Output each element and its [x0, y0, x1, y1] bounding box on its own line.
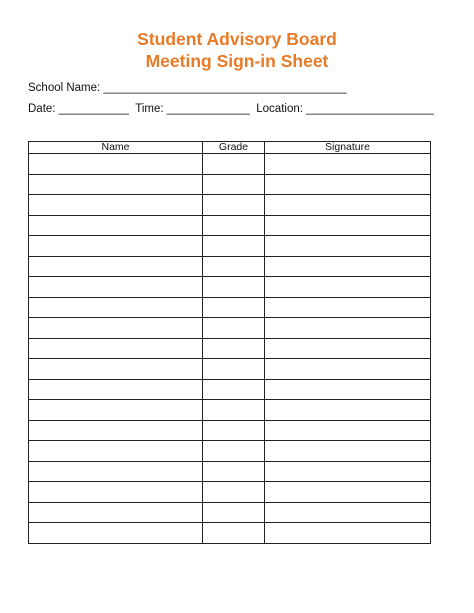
- grade-cell[interactable]: [203, 502, 265, 523]
- table-row: [29, 236, 431, 257]
- name-cell[interactable]: [29, 256, 203, 277]
- signature-cell[interactable]: [265, 441, 431, 462]
- name-cell[interactable]: [29, 195, 203, 216]
- name-cell[interactable]: [29, 461, 203, 482]
- table-row: [29, 277, 431, 298]
- signature-cell[interactable]: [265, 154, 431, 175]
- signature-cell[interactable]: [265, 523, 431, 544]
- grade-cell[interactable]: [203, 420, 265, 441]
- signature-cell[interactable]: [265, 359, 431, 380]
- signin-table: [28, 141, 431, 544]
- date-time-location-field: Date: ___________ Time: _____________ Location: ____________________: [28, 103, 435, 115]
- table-row: [29, 482, 431, 503]
- signature-cell[interactable]: [265, 195, 431, 216]
- column-header-name: Name: [29, 142, 203, 154]
- name-cell[interactable]: [29, 523, 203, 544]
- signature-cell[interactable]: [265, 420, 431, 441]
- grade-cell[interactable]: [203, 379, 265, 400]
- table-header-row: [29, 142, 431, 154]
- school-name-field: School Name: ______________________________________: [28, 82, 347, 94]
- table-row: [29, 461, 431, 482]
- table-row: [29, 215, 431, 236]
- signature-cell[interactable]: [265, 297, 431, 318]
- table-row: [29, 359, 431, 380]
- name-cell[interactable]: [29, 441, 203, 462]
- signature-cell[interactable]: [265, 400, 431, 421]
- name-cell[interactable]: [29, 174, 203, 195]
- name-cell[interactable]: [29, 297, 203, 318]
- signature-cell[interactable]: [265, 174, 431, 195]
- grade-cell[interactable]: [203, 318, 265, 339]
- name-cell[interactable]: [29, 502, 203, 523]
- table-row: [29, 441, 431, 462]
- name-cell[interactable]: [29, 277, 203, 298]
- name-cell[interactable]: [29, 338, 203, 359]
- table-row: [29, 174, 431, 195]
- table-row: [29, 379, 431, 400]
- name-cell[interactable]: [29, 400, 203, 421]
- signature-cell[interactable]: [265, 318, 431, 339]
- grade-cell[interactable]: [203, 277, 265, 298]
- name-cell[interactable]: [29, 359, 203, 380]
- sheet-title-line1: Student Advisory Board: [137, 29, 337, 49]
- table-row: [29, 338, 431, 359]
- column-header-signature: Signature: [265, 142, 431, 154]
- table-row: [29, 297, 431, 318]
- grade-cell[interactable]: [203, 195, 265, 216]
- grade-cell[interactable]: [203, 174, 265, 195]
- table-row: [29, 502, 431, 523]
- column-header-grade: Grade: [203, 142, 265, 154]
- table-row: [29, 420, 431, 441]
- name-cell[interactable]: [29, 236, 203, 257]
- table-row: [29, 318, 431, 339]
- signature-cell[interactable]: [265, 379, 431, 400]
- table-row: [29, 256, 431, 277]
- signin-table-body: [29, 154, 431, 544]
- grade-cell[interactable]: [203, 400, 265, 421]
- name-cell[interactable]: [29, 215, 203, 236]
- signature-cell[interactable]: [265, 502, 431, 523]
- signature-cell[interactable]: [265, 236, 431, 257]
- sheet-title-line2: Meeting Sign-in Sheet: [145, 51, 329, 71]
- signature-cell[interactable]: [265, 215, 431, 236]
- grade-cell[interactable]: [203, 215, 265, 236]
- grade-cell[interactable]: [203, 297, 265, 318]
- signature-cell[interactable]: [265, 277, 431, 298]
- name-cell[interactable]: [29, 482, 203, 503]
- signature-cell[interactable]: [265, 482, 431, 503]
- grade-cell[interactable]: [203, 256, 265, 277]
- grade-cell[interactable]: [203, 461, 265, 482]
- grade-cell[interactable]: [203, 338, 265, 359]
- table-row: [29, 195, 431, 216]
- grade-cell[interactable]: [203, 359, 265, 380]
- name-cell[interactable]: [29, 420, 203, 441]
- name-cell[interactable]: [29, 379, 203, 400]
- signature-cell[interactable]: [265, 338, 431, 359]
- grade-cell[interactable]: [203, 236, 265, 257]
- grade-cell[interactable]: [203, 523, 265, 544]
- table-row: [29, 400, 431, 421]
- name-cell[interactable]: [29, 318, 203, 339]
- grade-cell[interactable]: [203, 154, 265, 175]
- table-row: [29, 154, 431, 175]
- grade-cell[interactable]: [203, 441, 265, 462]
- grade-cell[interactable]: [203, 482, 265, 503]
- signature-cell[interactable]: [265, 461, 431, 482]
- name-cell[interactable]: [29, 154, 203, 175]
- signature-cell[interactable]: [265, 256, 431, 277]
- table-row: [29, 523, 431, 544]
